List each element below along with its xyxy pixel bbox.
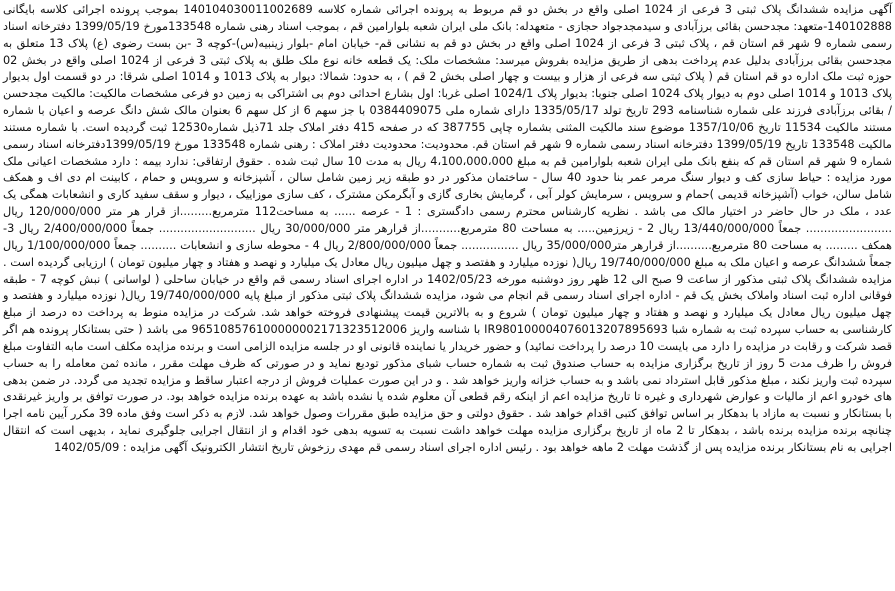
auction-notice-text: آگهی مزایده ششدانگ پلاک ثبتی 3 فرعی از 1024 اصلی واقع در بخش دو قم مربوط به پرونده اجرائی شماره کلاسه 140104030011002689 بموجب پرونده اجرائی کلاسه بایگانی 140102888-متعهد: مجدحسن بقائی برزآبادی و سیدمجدجواد حجازی - متعهدله: بانک ملی ایران شعبه بلوارامین قم ، بموجب اسناد رهنی شماره 133548مورخ 1399/05/19 دفترخانه اسناد رسمی شماره 9 شهر قم استان قم ، پلاک ثبتی 3 فرعی از 1024 اصلی واقع در بخش دو قم به نشانی قم- خیابان امام -بلوار زینبیه(س)-کوچه 3 -بن بست رضوی (ع) پلاک 13 متعلق به مجدحسن بقائی برزآبادی بدلیل عدم پرداخت بدهی از طریق مزایده بفروش میرسد: مشخصات ملک: یک قطعه خانه نوع ملک طلق به پلاک ثبتی 3 فرعی از 1024 اصلی واقع در بخش 02 حوزه ثبت ملک اداره دو قم استان قم ( پلاک ثبتی سه فرعی از هزار و بیست و چهار اصلی بخش 2 قم ) ، به حدود: شمالا: دیوار به پلاک 1013 و 1014 اصلی شرقا: در دو قسمت اول بدیوار پلاک 1013 و 1014 اصلی دوم به دیوار پلاک 1024 اصلی جنوبا: بدیوار پلاک 1024/1 اصلی غربا: اول بشارع احداثی دوم بی اشتراکی به زمین دو فرعی مشخصات مالکیت: مالکیت مجدحسن / بقائی برزآبادی فرزند علی شماره شناسنامه 293 تاریخ تولد 1335/05/17 دارای شماره ملی 0384409075 با جز سهم 6 از کل سهم 6 بعنوان مالک شش دانگ عرصه و اعیان با شماره مستند مالکیت 11534 تاریخ 1357/10/06 موضوع سند مالکیت المثنی بشماره چاپی 387755 که در صفحه 415 دفتر املاک جلد 71ذیل شماره12530 ثبت گردیده است. با شماره مستند مالکیت 133548 تاریخ 1399/05/19 دفترخانه اسناد رسمی شماره 9 شهر قم استان قم. محدودیت: محدودیت دفتر املاک : رهنی شماره 133548 مورخ 1399/05/19دفترخانه اسناد رسمی شماره 9 شهر قم استان قم که بنفع بانک ملی ایران شعبه بلوارامین قم به مبلغ 4،100،000،000 ریال به مدت 10 سال ثبت شده . حقوق ارتفاقی: ندارد بیمه : دارد مشخصات اعیانی ملک مورد مزایده : حیاط سازی کف و دیوار سنگ مرمر عمر بنا حدود 40 سال - ساختمان مذکور در دو طبقه زیر زمین شامل سالن ، آشپزخانه و سرویس و حمام ، کابینت ام دی اف و همکف شامل سالن، خواب (آشپزخانه قدیمی )حمام و سرویس ، سرمایش کولر آبی ، گرمایش بخاری گازی و آبگرمکن مشترک ، کف سازی موزاییک ، دیوار و سقف سفید کاری و انشعابات همگی یک عدد ، ملک در حال حاضر در اختیار مالک می باشد . نظریه کارشناس محترم رسمی دادگستری : 1 - عرصه ...... به مساحت112 مترمربع.........از قرار هر متر 120/000/000 ریال ........................ جمعاً 13/440/000/000 ریال 2 - زیرزمین..... به مساحت 80 مترمربع...........از قرارهر متر 30/000/000 ریال ........................... جمعاً 2/400/000/000 ریال 3-همکف ......... به مساحت 80 مترمربع..........از قرارهر متر35/000/000 ریال ................ جمعاً 2/800/000/000 ریال 4 - محوطه سازی و انشعابات .......... جمعاً 1/100/000/000 ریال جمعاً ششدانگ عرصه و اعیان ملک به مبلغ 19/740/000/000 ریال( نوزده میلیارد و هفتصد و چهل میلیون ریال معادل یک میلیارد و نهصد و هفتاد و چهار میلیون تومان ) ارزیابی گردیده است . مزایده ششدانگ پلاک ثبتی مذکور از ساعت 9 صبح الی 12 ظهر روز دوشنبه مورخه 1402/05/23 در اداره اجرای اسناد رسمی قم واقع در خیابان ساحلی ( لواسانی ) نبش کوچه 7 - طبقه فوقانی اداره ثبت اسناد واملاک بخش یک قم - اداره اجرای اسناد رسمی قم انجام می شود، مزایده ششدانگ پلاک ثبتی مذکور از مبلغ پایه 19/740/000/000 ریال( نوزده میلیارد و هفتصد و چهل میلیون ریال معادل یک میلیارد و نهصد و هفتاد و چهار میلیون تومان ) شروع و به بالاترین قیمت پیشنهادی فروخته خواهد شد. شرکت در مزایده منوط به پرداخت ده درصد از مبلغ کارشناسی به حساب سپرده ثبت به شماره شبا IR980100004076013207895693 با شناسه واریز 965108576100000002171323512006 می باشد ( حتی بستانکار پرونده هم اگر قصد شرکت و رقابت در مزایده را دارد می بایست 10 درصد را پرداخت نمائید) و حضور خریدار یا نماینده قانونی او در جلسه مزایده الزامی است و برنده مزایده مکلف است مابه التفاوت مبلغ فروش را ظرف مدت 5 روز از تاریخ برگزاری مزایده به حساب صندوق ثبت به شماره حساب شبای مذکور تودیع نماید و در صورتی که ظرف مهلت مقرر ، مانده ثمن معامله را به حساب سپرده ثبت واریز نکند ، مبلغ مذکور قابل استرداد نمی باشد و به حساب خزانه واریز خواهد شد . و در این صورت عملیات فروش از درجه اعتبار ساقط و مزایده تجدید می گردد. در ضمن بدهی های خودرو اعم از مالیات و عوارض شهرداری و غیره تا تاریخ مزایده اعم از اینکه رقم قطعی آن معلوم شده یا نشده باشد به عهده برنده مزایده خواهد بود. در صورت توافق بر واریز غیرنقدی با بستانکار و نسبت به مازاد با بدهکار بر اساس توافق کتبی اقدام خواهد شد . حقوق دولتی و حق مزایده طبق مقررات وصول خواهد شد. لازم به ذکر است وفق ماده 39 مکرر آیین نامه اجرا چنانچه برنده مزایده برنده باشد ، بدهکار تا 2 ماه از تاریخ برگزاری مزایده مهلت خواهد داشت نسبت به تسویه بدهی خود اقدام و از انتقال اجرایی جلوگیری نماید ، بدیهی است که انتقال اجرایی به نام بستانکار برنده مزایده پس از گذشت مهلت 2 ماهه خواهد بود . رئیس اداره اجرای اسناد رسمی قم مهدی رزخوش تاریخ انتشار الکترونیک آگهی مزایده : 1402/05/09 [3, 3, 893, 454]
